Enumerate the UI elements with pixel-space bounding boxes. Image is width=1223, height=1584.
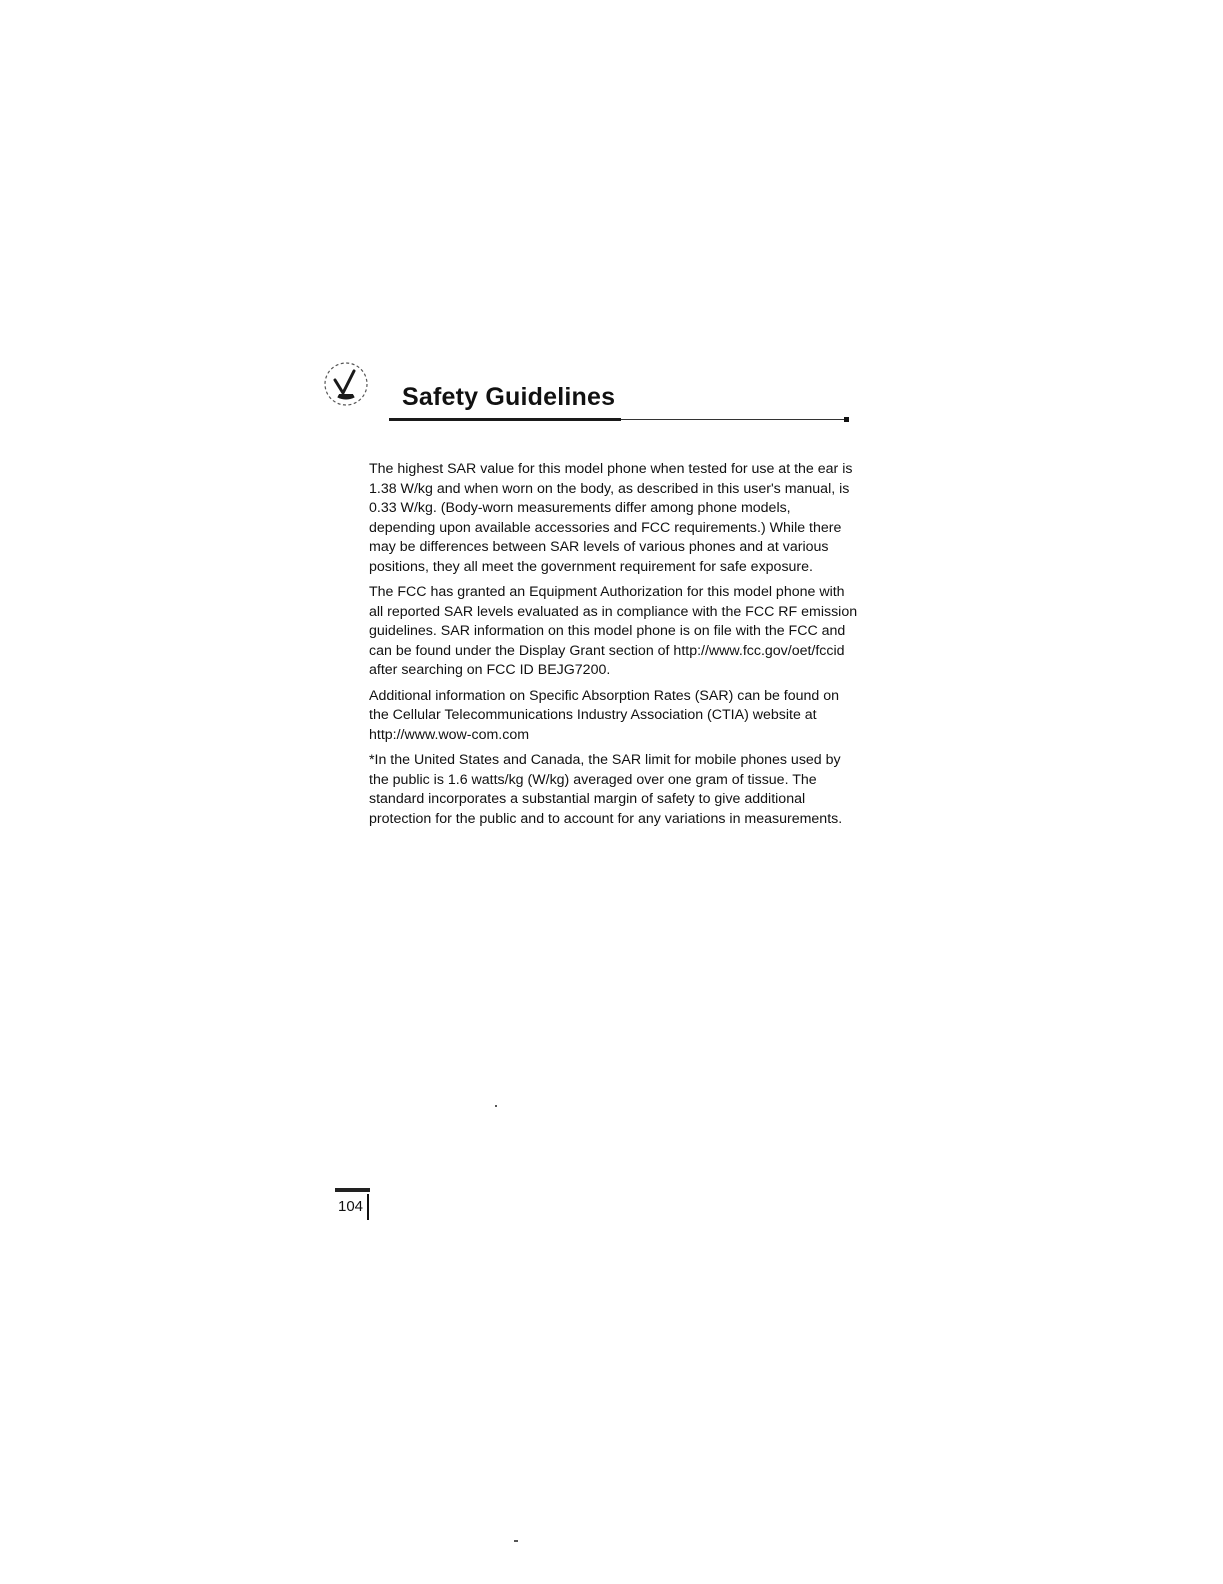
page-number: 104 xyxy=(338,1198,364,1215)
paragraph-sar-values: The highest SAR value for this model phone when tested for use at the ear is 1.38 W/kg and when worn on the body, as described in this user's manual, is 0.33 W/kg. (Body-worn measurements differ among phone models, depending upon available accessories and FCC requirements.) While there may be differences between SAR levels of various phones and at various positions, they all meet the government requirement for safe exposure. xyxy=(369,461,853,575)
title-underline-thin xyxy=(621,419,845,420)
page-number-bar xyxy=(335,1188,370,1192)
safety-check-icon xyxy=(318,356,374,412)
paragraph-ctia-info: Additional information on Specific Absorption Rates (SAR) can be found on the Cellular Telecommunications Industry Association (CTIA) website at http://www.wow-com.com xyxy=(369,687,840,743)
paragraph-fcc-authorization: The FCC has granted an Equipment Authorization for this model phone with all reported SAR levels evaluated as in compliance with the FCC RF emission guidelines. SAR information on this model phone is on file with the FCC and can be found under the Display Grant section of http://www.fcc.gov/oet/fccid after searching on FCC ID BEJG7200. xyxy=(369,584,858,678)
page-title: Safety Guidelines xyxy=(402,383,616,411)
body-text xyxy=(369,460,859,835)
page-number-divider xyxy=(367,1194,369,1220)
title-underline-end-mark xyxy=(844,417,849,422)
paragraph-sar-limit: *In the United States and Canada, the SAR limit for mobile phones used by the public is 1.6 watts/kg (W/kg) averaged over one gram of tissue. The standard incorporates a substantial margin of safety to give additional protection for the public and to account for any variations in measurements. xyxy=(369,752,843,827)
title-underline-thick xyxy=(389,418,621,421)
page-number-block xyxy=(335,1188,371,1222)
scan-speck xyxy=(514,1540,518,1542)
scan-speck xyxy=(495,1105,497,1107)
title-underline xyxy=(389,418,851,424)
